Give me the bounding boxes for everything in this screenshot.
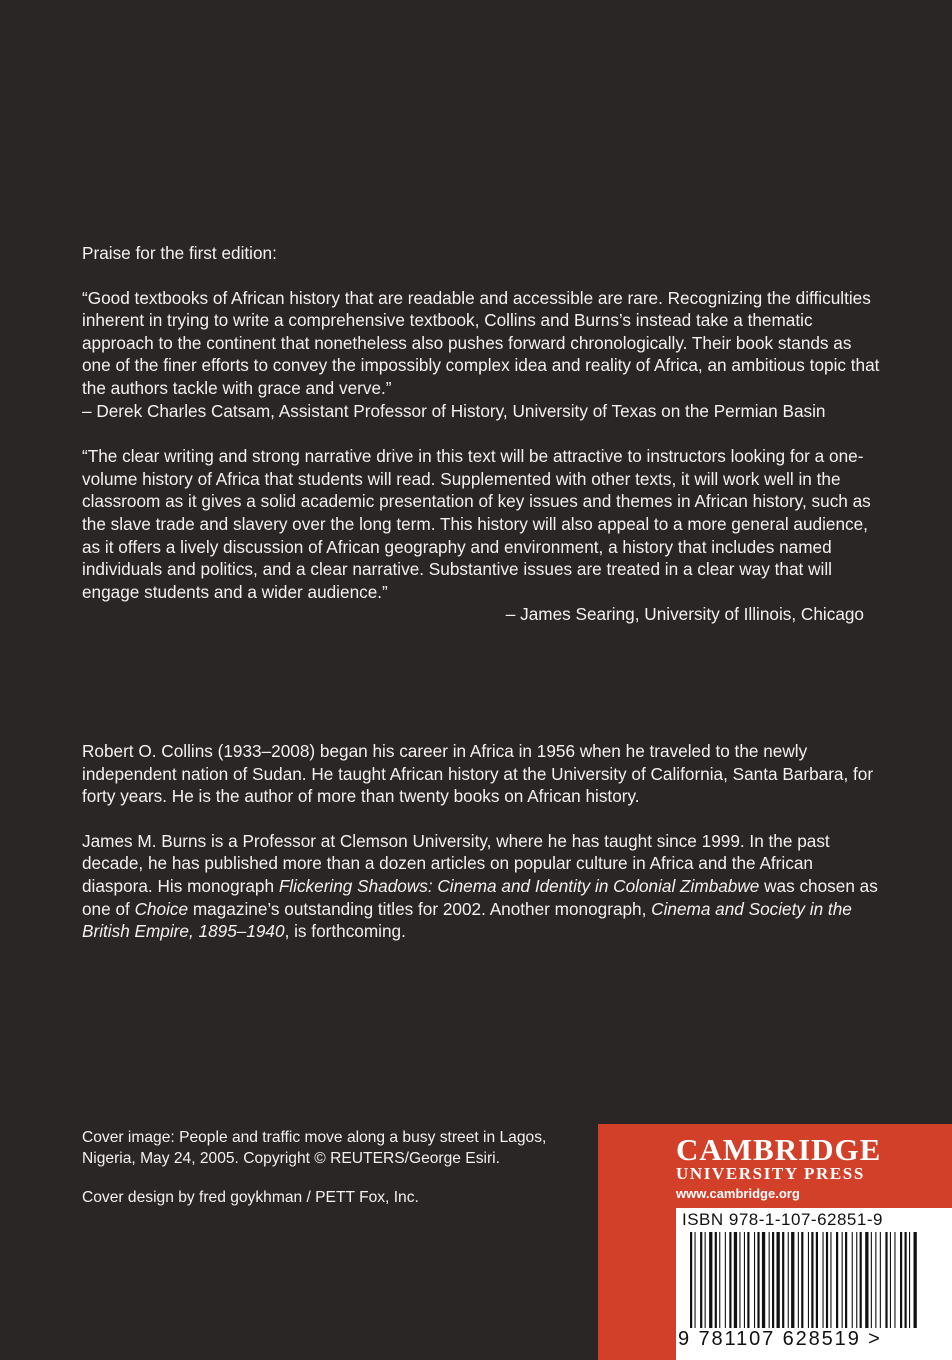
bio-burns-text-3: magazine’s outstanding titles for 2002. Another monograph, — [188, 898, 652, 919]
barcode-bar — [791, 1232, 794, 1328]
praise-heading: Praise for the first edition: — [82, 243, 277, 263]
barcode-bar — [842, 1232, 843, 1328]
barcode-bar — [875, 1232, 876, 1328]
barcode-bar — [865, 1232, 868, 1328]
barcode-bar — [801, 1232, 803, 1328]
barcode-bar — [782, 1232, 784, 1328]
barcode-bar — [747, 1232, 749, 1328]
barcode-bar — [894, 1232, 895, 1328]
author-bios — [82, 740, 882, 943]
magazine-title-choice: Choice — [134, 898, 189, 919]
barcode-bar — [845, 1232, 847, 1328]
isbn-label: ISBN 978-1-107-62851-9 — [682, 1210, 883, 1229]
barcode-bar — [905, 1232, 907, 1328]
barcode-bar — [690, 1232, 692, 1328]
barcode-bar — [880, 1232, 881, 1328]
barcode-bar — [885, 1232, 887, 1328]
barcode-bar — [772, 1232, 774, 1328]
barcode-bar — [860, 1232, 862, 1328]
barcode-bar — [757, 1232, 759, 1328]
review-attribution-searing: – James Searing, University of Illinois, Chicago — [505, 604, 864, 625]
book-title-flickering-shadows: Flickering Shadows: Cinema and Identity in Colonial Zimbabwe — [278, 875, 760, 896]
barcode-bar — [808, 1232, 809, 1328]
barcode-bar — [816, 1232, 818, 1328]
publisher-url: www.cambridge.org — [676, 1186, 800, 1201]
barcode-bar — [823, 1232, 824, 1328]
praise-section — [82, 242, 882, 626]
barcode-bar — [909, 1232, 910, 1328]
barcode-bar — [830, 1232, 831, 1328]
barcode-bar — [900, 1232, 902, 1328]
barcode-bar — [836, 1232, 838, 1328]
bio-burns — [82, 830, 882, 943]
review-attribution-catsam: – Derek Charles Catsam, Assistant Professor of History, University of Texas on the Permian Basin — [82, 400, 826, 421]
barcode-bar — [798, 1232, 799, 1328]
barcode-digits: 9 781107 628519 > — [678, 1328, 882, 1350]
barcode-bar — [754, 1232, 755, 1328]
barcode-bar — [729, 1232, 731, 1328]
barcode-bar — [705, 1232, 706, 1328]
barcode-bar — [871, 1232, 872, 1328]
barcode-bar — [700, 1232, 702, 1328]
barcode-bar — [788, 1232, 789, 1328]
barcode-bar — [777, 1232, 780, 1328]
review-quote-catsam: “Good textbooks of African history that are readable and accessible are rare. Recognizing the difficulties inherent in trying to write a comprehensive textbook, Collins and Burns’s instead take a thematic approach to the continent that nonetheless also pushes forward chronologically. Their book stands as one of the finer efforts to convey the impossibly complex idea and reality of Africa, an ambitious topic that the authors tackle with grace and verve.” — [82, 287, 880, 398]
cover-image-credit: Cover image: People and traffic move along a busy street in Lagos, Nigeria, May 24, 2005. Copyright © REUTERS/George Esiri. — [82, 1129, 547, 1167]
cover-credits — [82, 1128, 562, 1208]
book-title-cinema-and-society: Cinema and Society in the British Empire, 1895–1940 — [82, 898, 852, 942]
cover-design-credit: Cover design by fred goykhman / PETT Fox, Inc. — [82, 1188, 419, 1206]
bio-collins: Robert O. Collins (1933–2008) began his career in Africa in 1956 when he traveled to the newly independent nation of Sudan. He taught African history at the University of California, Santa Barbara, for forty years. He is the author of more than twenty books on African history. — [82, 741, 874, 807]
barcode-bar — [762, 1232, 765, 1328]
barcode-icon — [690, 1232, 942, 1328]
review-quote-searing: “The clear writing and strong narrative drive in this text will be attractive to instructors looking for a one-volume history of Africa that students will read. Supplemented with other texts, it will work well in the classroom as it gives a solid academic presentation of key issues and themes in African history, such as the slave trade and slavery over the long term. This history will also appeal to a more general audience, as it offers a lively discussion of African geography and environment, a history that includes named individuals and politics, and a clear narrative. Substantive issues are treated in a clear way that will engage students and a wider audience.” — [82, 446, 871, 602]
barcode-bar — [914, 1232, 917, 1328]
bio-burns-text-1: James M. Burns is a Professor at Clemson University, where he has taught since 1999. In the past decade, he has published more than a dozen articles on popular culture in Africa and the African diaspora. His monograph — [82, 830, 830, 896]
barcode-bar — [715, 1232, 717, 1328]
barcode-box — [676, 1208, 952, 1360]
barcode-bar — [852, 1232, 853, 1328]
publisher-panel — [598, 1124, 952, 1360]
barcode-bar — [856, 1232, 857, 1328]
barcode-bar — [744, 1232, 745, 1328]
barcode-bar — [826, 1232, 828, 1328]
bio-burns-text-4: , is forthcoming. — [284, 921, 406, 942]
barcode-bar — [734, 1232, 737, 1328]
barcode-bar — [739, 1232, 740, 1328]
publisher-logo-name: CAMBRIDGE — [676, 1132, 882, 1167]
barcode-bar — [709, 1232, 712, 1328]
barcode-bar — [811, 1232, 813, 1328]
barcode-bar — [719, 1232, 720, 1328]
barcode-bar — [725, 1232, 726, 1328]
publisher-logo-subtitle: UNIVERSITY PRESS — [676, 1164, 865, 1183]
barcode-bar — [695, 1232, 696, 1328]
barcode-bar — [769, 1232, 770, 1328]
bio-burns-text-2: was chosen as one of — [82, 875, 878, 919]
barcode-bar — [890, 1232, 891, 1328]
